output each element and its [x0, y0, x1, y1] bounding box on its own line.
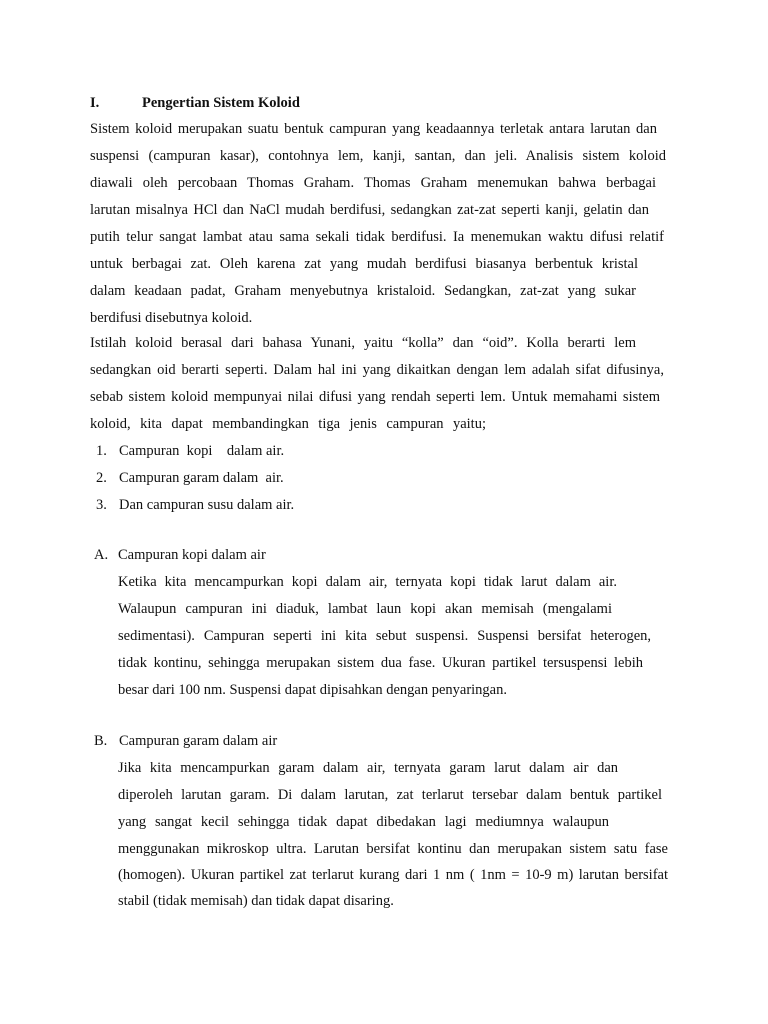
paragraph-line: tidak kontinu, sehingga merupakan sistem dua fase. Ukuran partikel tersuspensi lebih	[118, 655, 643, 671]
paragraph-line: stabil (tidak memisah) dan tidak dapat disaring.	[118, 893, 394, 909]
paragraph-line: Istilah koloid berasal dari bahasa Yunani, yaitu “kolla” dan “oid”. Kolla berarti lem	[90, 335, 636, 351]
list-item-text: Campuran garam dalam air.	[119, 470, 284, 486]
section-title: Campuran kopi dalam air	[118, 547, 266, 563]
paragraph-line: koloid, kita dapat membandingkan tiga jenis campuran yaitu;	[90, 416, 486, 432]
paragraph-line: Ketika kita mencampurkan kopi dalam air, ternyata kopi tidak larut dalam air.	[118, 574, 617, 590]
paragraph-line: Sistem koloid merupakan suatu bentuk campuran yang keadaannya terletak antara larutan dan	[90, 121, 657, 137]
list-item-number: 2.	[96, 470, 107, 486]
paragraph-line: sebab sistem koloid mempunyai nilai difusi yang rendah seperti lem. Untuk memahami sistem	[90, 389, 660, 405]
paragraph-line: Walaupun campuran ini diaduk, lambat laun kopi akan memisah (mengalami	[118, 601, 612, 617]
heading-title: Pengertian Sistem Koloid	[142, 95, 300, 111]
section-letter: B.	[94, 733, 108, 749]
paragraph-line: besar dari 100 nm. Suspensi dapat dipisahkan dengan penyaringan.	[118, 682, 507, 698]
list-item-number: 1.	[96, 443, 107, 459]
list-item-text: Campuran kopi dalam air.	[119, 443, 285, 459]
paragraph-line: (homogen). Ukuran partikel zat terlarut kurang dari 1 nm ( 1nm = 10-9 m) larutan bersifat	[118, 867, 668, 883]
paragraph-line: Jika kita mencampurkan garam dalam air, ternyata garam larut dalam air dan	[118, 760, 618, 776]
section-title: Campuran garam dalam air	[119, 733, 278, 749]
heading-number: I.	[90, 95, 100, 111]
paragraph-line: menggunakan mikroskop ultra. Larutan bersifat kontinu dan merupakan sistem satu fase	[118, 841, 668, 857]
paragraph-line: larutan misalnya HCl dan NaCl mudah berdifusi, sedangkan zat-zat seperti kanji, gelatin dan	[90, 202, 649, 218]
list-item-text: Dan campuran susu dalam air.	[119, 497, 295, 513]
paragraph-line: putih telur sangat lambat atau sama sekali tidak berdifusi. Ia menemukan waktu difusi relatif	[90, 229, 664, 245]
paragraph-line: suspensi (campuran kasar), contohnya lem, kanji, santan, dan jeli. Analisis sistem koloid	[90, 148, 666, 164]
paragraph-line: yang sangat kecil sehingga tidak dapat dibedakan lagi mediumnya walaupun	[118, 814, 609, 830]
paragraph-line: untuk berbagai zat. Oleh karena zat yang mudah berdifusi biasanya berbentuk kristal	[90, 256, 638, 272]
paragraph-line: diawali oleh percobaan Thomas Graham. Thomas Graham menemukan bahwa berbagai	[90, 175, 656, 191]
paragraph-line: diperoleh larutan garam. Di dalam larutan, zat terlarut tersebar dalam bentuk partikel	[118, 787, 662, 803]
paragraph-line: berdifusi disebutnya koloid.	[90, 310, 253, 326]
list-item-number: 3.	[96, 497, 107, 513]
paragraph-line: sedimentasi). Campuran seperti ini kita sebut suspensi. Suspensi bersifat heterogen,	[118, 628, 651, 644]
section-letter: A.	[94, 547, 109, 563]
paragraph-line: sedangkan oid berarti seperti. Dalam hal ini yang dikaitkan dengan lem adalah sifat difusinya,	[90, 362, 664, 378]
paragraph-line: dalam keadaan padat, Graham menyebutnya kristaloid. Sedangkan, zat-zat yang sukar	[90, 283, 636, 299]
